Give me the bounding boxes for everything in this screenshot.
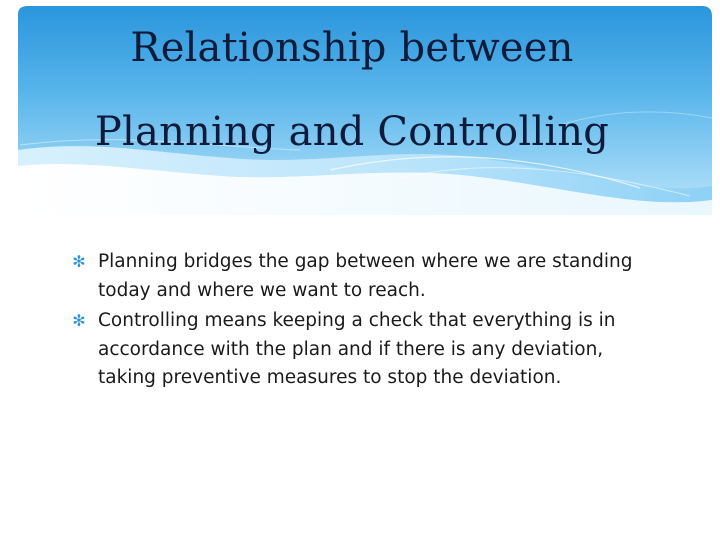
bullet-item-1	[70, 248, 650, 305]
slide-title-line-1: Relationship between	[130, 25, 574, 71]
bullet-text-2: Controlling means keeping a check that everything is in accordance with the plan and if there is any deviation, taking preventive measures to stop the deviation.	[98, 310, 616, 388]
bullet-list	[70, 248, 650, 395]
slide-title	[0, 0, 704, 174]
asterisk-bullet-icon: ✻	[72, 252, 86, 271]
asterisk-bullet-icon: ✻	[72, 311, 86, 330]
slide-title-line-2: Planning and Controlling	[94, 109, 610, 155]
bullet-item-2	[70, 307, 650, 393]
bullet-text-1: Planning bridges the gap between where we are standing today and where we want to reach.	[98, 251, 633, 301]
